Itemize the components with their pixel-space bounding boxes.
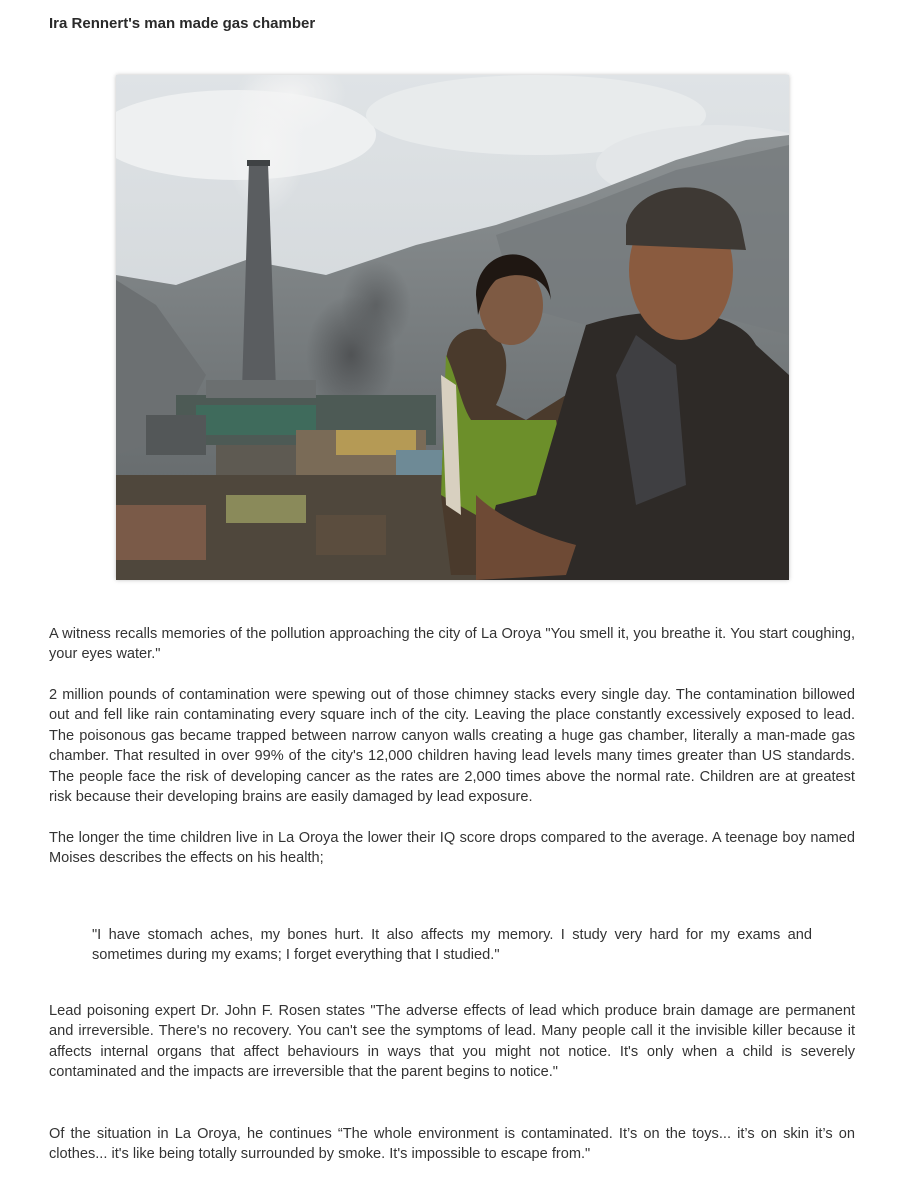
quote-moises: "I have stomach aches, my bones hurt. It also affects my memory. I study very hard for my exams and sometimes during my exams; I forget everything that I studied.": [92, 927, 812, 964]
paragraph-contamination: 2 million pounds of contamination were spewing out of those chimney stacks every single day. The contamination billowed out and fell like rain contaminating every square inch of the city. Leaving the place constantly excessively exposed to lead. The poisonous gas became trapped between narrow canyon walls creating a huge gas chamber, literally a man-made gas chamber. That resulted in over 99% of the city's 12,000 children having lead levels many times greater than US standards. The people face the risk of developing cancer as the rates are 2,000 times above the normal rate. Children are at greatest risk because their developing brains are easily damaged by lead exposure.: [49, 687, 855, 806]
paragraph-rosen: Lead poisoning expert Dr. John F. Rosen states "The adverse effects of lead which produce brain damage are permanent and irreversible. There's no recovery. You can't see the symptoms of lead. Many people call it the invisible killer because it affects internal organs that affect behaviours in ways that you might not notice. It's only when a child is severely contaminated and the impacts are irreversible that the parent begins to notice.": [49, 1003, 855, 1081]
smelter-photo-illustration: [116, 75, 789, 580]
smelter-photo: [116, 75, 789, 580]
paragraph-iq: The longer the time children live in La Oroya the lower their IQ score drops compared to the average. A teenage boy named Moises describes the effects on his health;: [49, 830, 855, 867]
paragraph-situation: Of the situation in La Oroya, he continues “The whole environment is contaminated. It’s on the toys... it’s on skin it’s on clothes... it's like being totally surrounded by smoke. It's impossible to escape from.": [49, 1126, 855, 1163]
paragraph-witness: A witness recalls memories of the pollution approaching the city of La Oroya "You smell it, you breathe it. You start coughing, your eyes water.": [49, 626, 855, 663]
article-title: Ira Rennert's man made gas chamber: [49, 15, 316, 32]
